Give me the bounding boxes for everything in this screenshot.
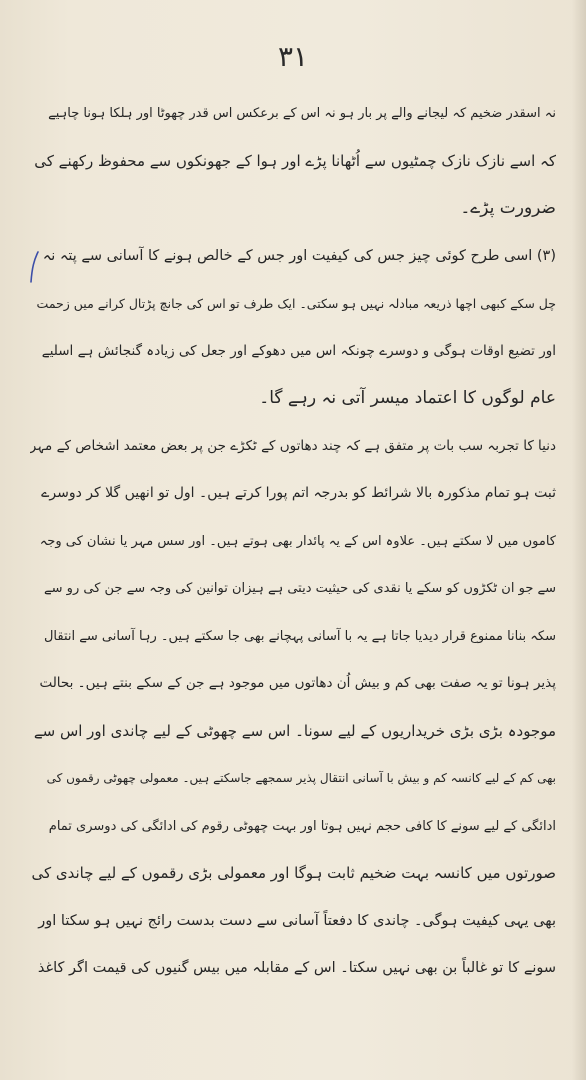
text-line: ثبت ہو تمام مذکورہ بالا شرائط کو بدرجہ اتم پورا کرتے ہیں۔ اول تو انھیں گلا کر دوسرے <box>41 485 556 501</box>
text-line: کاموں میں لا سکتے ہیں۔ علاوہ اس کے یہ پائدار بھی ہوتے ہیں۔ اور سس مہر یا نشان کی وجہ <box>39 533 556 549</box>
text-line: صورتوں میں کانسہ بہت ضخیم ثابت ہوگا اور معمولی بڑی رقموں کے لیے چاندی کی <box>31 864 556 882</box>
body-text <box>30 90 556 993</box>
text-line: سے جو ان ٹکڑوں کو سکے یا نقدی کی حیثیت دیتی ہے ہیزان توانین کی وجہ سے جن کی رو سے <box>44 581 556 596</box>
text-line: سونے کا تو غالباً بن بھی نہیں سکتا۔ اس کے مقابلہ میں بیس گنیوں کی قیمت اگر کاغذ <box>37 960 556 976</box>
page-number: ۳۱ <box>277 40 309 73</box>
text-line: ادائگی کے لیے سونے کا کافی حجم نہیں ہوتا اور بہت چھوٹی رقوم کی ادائگی کی دوسری تمام <box>48 818 556 834</box>
text-line: (۳) اسی طرح کوئی چیز جس کی کیفیت اور جس کے خالص ہونے کا آسانی سے پتہ نہ <box>42 247 556 264</box>
page-edge-shadow <box>572 0 586 1080</box>
text-line: چل سکے کبھی اچھا ذریعہ مبادلہ نہیں ہو سکتی۔ ایک طرف تو اس کی جانچ پڑتال کرانے میں زحمت <box>36 296 556 311</box>
text-line: بھی کم کے لیے کانسہ کم و بیش با آسانی انتقال پذیر سمجھے جاسکتے ہیں۔ معمولی چھوٹی رقموں کی <box>46 771 556 785</box>
text-line: کہ اسے نازک نازک چمٹیوں سے اُٹھانا پڑے اور ہوا کے جھونکوں سے محفوظ رکھنے کی <box>34 151 556 170</box>
text-line: دنیا کا تجربہ سب بات پر متفق ہے کہ چند دھاتوں کے ٹکڑے جن پر بعض معتمد اشخاص کے مہر <box>30 437 556 454</box>
text-line: اور تضیع اوقات ہوگی و دوسرے چونکہ اس میں دھوکے اور جعل کی زیادہ گنجائش ہے اسلیے <box>41 342 556 359</box>
text-line: عام لوگوں کا اعتماد میسر آتی نہ رہے گا۔ <box>259 388 556 408</box>
text-line: ضرورت پڑے۔ <box>460 198 556 218</box>
text-line: پذیر ہونا تو یہ صفت بھی کم و بیش اُن دھاتوں میں موجود ہے جن کے سکے بنتے ہیں۔ بحالت <box>39 675 556 691</box>
text-line: سکہ بنانا ممنوع قرار دیدیا جاتا ہے یہ با آسانی پہچانے بھی جا سکتے ہیں۔ رہا آسانی سے انتقال <box>43 628 556 644</box>
text-line: نہ اسقدر ضخیم کہ لیجانے والے پر بار ہو نہ اس کے برعکس اس قدر چھوٹا اور ہلکا ہونا چاہیے <box>48 106 556 121</box>
text-line: موجودہ بڑی بڑی خریداریوں کے لیے سونا۔ اس سے چھوٹی کے لیے چاندی اور اس سے <box>33 721 556 740</box>
text-line: بھی یہی کیفیت ہوگی۔ چاندی کا دفعتاً آسانی سے دست بدست رائج نہیں ہو سکتا اور <box>38 912 556 929</box>
